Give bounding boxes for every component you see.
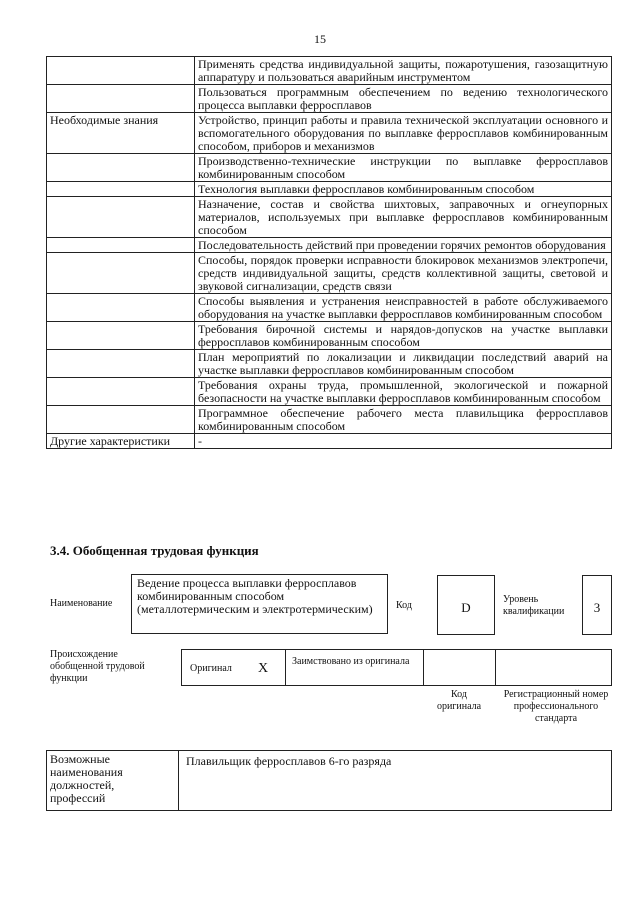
table-row	[47, 57, 612, 85]
row-label	[47, 378, 195, 406]
code-original-label: Код оригинала	[436, 689, 482, 712]
row-text: Требования охраны труда, промышленной, экологической и пожарной безопасности на участке выплавки ферросплавов комбинированным способом	[195, 378, 612, 406]
table-row	[47, 406, 612, 434]
row-label	[47, 85, 195, 113]
positions-label: Возможные наименования должностей, профессий	[50, 752, 123, 805]
row-label	[47, 350, 195, 378]
table-row	[47, 253, 612, 294]
table-row	[47, 434, 612, 449]
function-name-box	[131, 574, 388, 634]
qualification-level-label: Уровень квалификации	[503, 594, 565, 617]
row-text: Устройство, принцип работы и правила технической эксплуатации основного и вспомогательного оборудования по выплавке ферросплавов комбинированным способом, приборов и механизмов	[195, 113, 612, 154]
code-value: D	[461, 600, 471, 615]
row-text: Последовательность действий при проведении горячих ремонтов оборудования	[195, 238, 612, 253]
row-label	[47, 322, 195, 350]
row-text: -	[195, 434, 612, 449]
row-text: Назначение, состав и свойства шихтовых, заправочных и огнеупорных материалов, используемых при выплавке ферросплавов комбинированным способом	[195, 197, 612, 238]
row-label: Другие характеристики	[47, 434, 195, 449]
table-row	[47, 85, 612, 113]
row-text: Программное обеспечение рабочего места плавильщика ферросплавов комбинированным способом	[195, 406, 612, 434]
row-label	[47, 182, 195, 197]
row-label	[47, 294, 195, 322]
table-row	[47, 182, 612, 197]
section-title: 3.4. Обобщенная трудовая функция	[50, 543, 259, 558]
knowledge-table	[46, 56, 612, 449]
code-label: Код	[396, 600, 412, 611]
positions-value: Плавильщик ферросплавов 6-го разряда	[186, 754, 392, 768]
table-row	[47, 322, 612, 350]
table-row	[47, 294, 612, 322]
table-row	[47, 197, 612, 238]
original-label: Оригинал	[190, 663, 232, 674]
registration-number-label: Регистрационный номер профессионального стандарта	[503, 689, 609, 724]
table-row	[47, 238, 612, 253]
row-label	[47, 197, 195, 238]
row-text: Применять средства индивидуальной защиты, пожаротушения, газозащитную аппаратуру и пользоваться аварийным инструментом	[195, 57, 612, 85]
code-box	[437, 575, 495, 635]
table-row	[47, 350, 612, 378]
table-row	[47, 154, 612, 182]
origin-label: Происхождение обобщенной трудовой функции	[50, 649, 145, 684]
row-text: Способы выявления и устранения неисправностей в работе обслуживаемого оборудования на участке выплавки ферросплавов комбинированным способом	[195, 294, 612, 322]
row-text: Пользоваться программным обеспечением по ведению технологического процесса выплавки ферросплавов	[195, 85, 612, 113]
name-label: Наименование	[50, 598, 113, 609]
borrowed-label: Заимствовано из оригинала	[292, 656, 410, 667]
row-label	[47, 238, 195, 253]
row-label	[47, 57, 195, 85]
origin-code-cell	[424, 650, 496, 685]
row-label	[47, 253, 195, 294]
table-row	[47, 113, 612, 154]
positions-divider	[178, 751, 179, 810]
page-number: 15	[314, 32, 326, 46]
function-name-value: Ведение процесса выплавки ферросплавов комбинированным способом (металлотермическим и электротермическим)	[137, 576, 373, 616]
row-label	[47, 154, 195, 182]
qualification-level-value: 3	[593, 600, 601, 615]
positions-box	[46, 750, 612, 811]
origin-row	[181, 649, 612, 686]
row-text: Производственно-технические инструкции по выплавке ферросплавов комбинированным способом	[195, 154, 612, 182]
row-text: Способы, порядок проверки исправности блокировок механизмов электропечи, средств индивидуальной защиты, средств коллективной защиты, световой и звуковой сигнализации, средств связи	[195, 253, 612, 294]
original-mark: X	[258, 661, 269, 676]
row-text: Требования бирочной системы и нарядов-допусков на участке выплавки ферросплавов комбинированным способом	[195, 322, 612, 350]
row-label	[47, 406, 195, 434]
qualification-level-box	[582, 575, 612, 635]
table-row	[47, 378, 612, 406]
row-text: План мероприятий по локализации и ликвидации последствий аварий на участке выплавки ферросплавов комбинированным способом	[195, 350, 612, 378]
row-label: Необходимые знания	[47, 113, 195, 154]
row-text: Технология выплавки ферросплавов комбинированным способом	[195, 182, 612, 197]
